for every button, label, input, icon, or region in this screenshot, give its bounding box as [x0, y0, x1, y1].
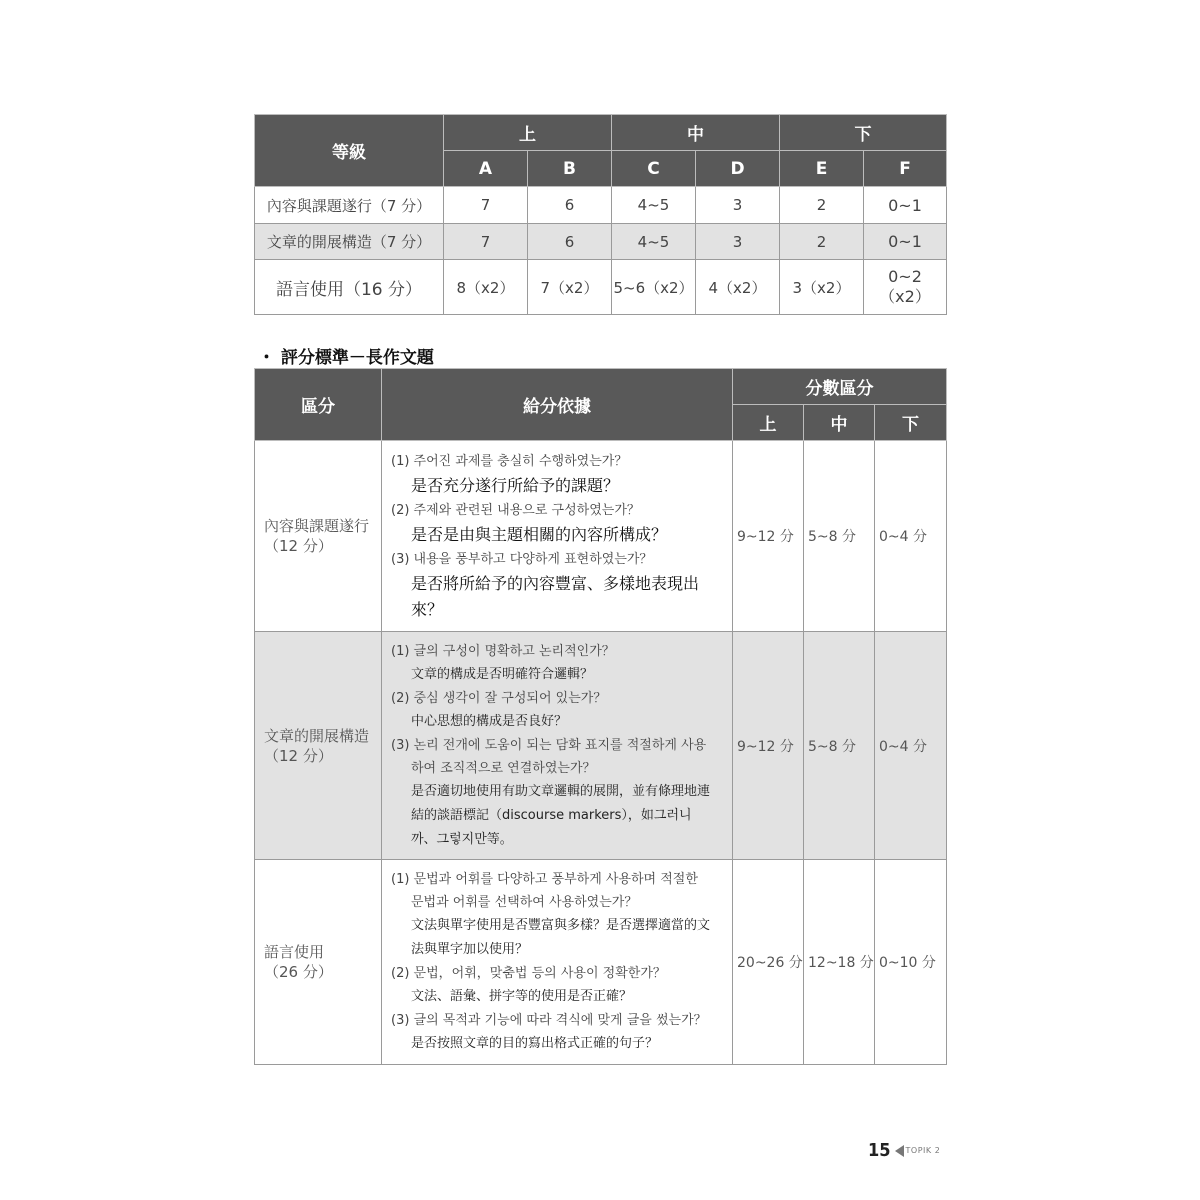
grade-group-high: 上: [444, 115, 612, 151]
criterion-zh: 是否是由與主題相關的內容所構成？: [411, 524, 668, 544]
cell: 0~1: [864, 224, 947, 260]
grade-b: B: [528, 151, 612, 187]
score-low: 0~4 分: [875, 441, 947, 632]
rubric-header-low: 下: [875, 405, 947, 441]
cell: 6: [528, 224, 612, 260]
score-mid: 5~8 分: [804, 632, 875, 860]
grade-row-structure: [255, 224, 947, 260]
rubric-basis: [382, 860, 733, 1065]
page-number: 15: [868, 1140, 891, 1161]
criterion-zh: 是否按照文章的目的寫出格式正確的句子？: [411, 1036, 659, 1051]
rubric-basis: [382, 441, 733, 632]
rubric-header-mid: 中: [804, 405, 875, 441]
criterion-zh: 是否適切地使用有助文章邏輯的展開，並有條理地連結的談語標記（discourse markers），如그러니까、그렇지만等。: [411, 783, 711, 847]
grade-e: E: [780, 151, 864, 187]
cell: 2: [780, 187, 864, 224]
grade-header-label: 等級: [255, 115, 444, 187]
footer-brand: TOPIK 2: [905, 1146, 941, 1155]
cell: 4~5: [612, 224, 696, 260]
rubric-category-label: 語言使用（26 分）: [264, 943, 333, 981]
rubric-category: [255, 632, 382, 860]
criterion-kr: (3) 글의 목적과 기능에 따라 격식에 맞게 글을 썼는가？: [391, 1013, 707, 1028]
rubric-header-high: 上: [733, 405, 804, 441]
criterion-zh: 文章的構成是否明確符合邏輯？: [411, 666, 594, 682]
cell: 7: [444, 224, 528, 260]
criterion-kr: (1) 문법과 어휘를 다양하고 풍부하게 사용하며 적절한: [391, 872, 698, 887]
criterion-kr-continued: 문법과 어휘를 선택하여 사용하였는가？: [411, 895, 638, 910]
score-mid: 5~8 分: [804, 441, 875, 632]
cell: 5~6（x2）: [612, 260, 696, 315]
criterion-kr: (2) 중심 생각이 잘 구성되어 있는가？: [391, 690, 607, 706]
criterion-zh: 是否將所給予的內容豐富、多樣地表現出來？: [411, 573, 700, 619]
grade-c: C: [612, 151, 696, 187]
score-high: 20~26 分: [733, 860, 804, 1065]
cell: 2: [780, 224, 864, 260]
rubric-row-language: [255, 860, 947, 1065]
rubric-header-basis: 給分依據: [382, 369, 733, 441]
criterion-kr: (3) 내용을 풍부하고 다양하게 표현하였는가？: [391, 551, 653, 567]
criterion-zh: 文法、語彙、拼字等的使用是否正確？: [411, 989, 633, 1004]
grade-f: F: [864, 151, 947, 187]
cell: 3: [696, 224, 780, 260]
score-low: 0~4 分: [875, 632, 947, 860]
arrow-left-icon: [895, 1145, 904, 1157]
page-footer: [868, 1140, 940, 1161]
section-title: ・ 評分標準－長作文題: [258, 348, 434, 368]
cell: 8（x2）: [444, 260, 528, 315]
cell: 0~1: [864, 187, 947, 224]
grade-row-language: [255, 260, 947, 315]
rubric-category: [255, 441, 382, 632]
criterion-kr: (2) 문법，어휘，맞춤법 등의 사용이 정확한가？: [391, 966, 666, 981]
criterion-zh: 中心思想的構成是否良好？: [411, 713, 568, 729]
grade-d: D: [696, 151, 780, 187]
score-high: 9~12 分: [733, 632, 804, 860]
rubric-header-score-range: 分數區分: [733, 369, 947, 405]
criterion-kr: (1) 글의 구성이 명확하고 논리적인가？: [391, 643, 615, 659]
cell: 7: [444, 187, 528, 224]
rubric-category-label: 文章的開展構造（12 分）: [264, 726, 370, 765]
cell: 3（x2）: [780, 260, 864, 315]
score-mid: 12~18 分: [804, 860, 875, 1065]
criterion-kr: (2) 주제와 관련된 내용으로 구성하였는가？: [391, 502, 640, 518]
grade-row-content: [255, 187, 947, 224]
rubric-table: [254, 368, 947, 1065]
criterion-zh: 是否充分遂行所給予的課題？: [411, 475, 620, 495]
criterion-zh: 文法與單字使用是否豐富與多樣？是否選擇適當的文法與單字加以使用？: [411, 918, 711, 957]
criterion-kr: (3) 논리 전개에 도움이 되는 담화 표지를 적절하게 사용: [391, 737, 707, 753]
grade-table: [254, 114, 947, 315]
grade-group-low: 下: [780, 115, 947, 151]
rubric-row-content: [255, 441, 947, 632]
rubric-header-category: 區分: [255, 369, 382, 441]
rubric-category-label: 內容與課題遂行（12 分）: [264, 517, 370, 555]
rubric-basis: [382, 632, 733, 860]
cell: 3: [696, 187, 780, 224]
cell: 4~5: [612, 187, 696, 224]
criterion-kr-continued: 하여 조직적으로 연결하였는가？: [411, 760, 596, 776]
grade-group-mid: 中: [612, 115, 780, 151]
rubric-row-structure: [255, 632, 947, 860]
rubric-category: [255, 860, 382, 1065]
cell: 0~2（x2）: [864, 260, 947, 315]
score-high: 9~12 分: [733, 441, 804, 632]
score-low: 0~10 分: [875, 860, 947, 1065]
row-label: 文章的開展構造（7 分）: [255, 224, 444, 260]
cell: 7（x2）: [528, 260, 612, 315]
cell: 4（x2）: [696, 260, 780, 315]
cell: 6: [528, 187, 612, 224]
criterion-kr: (1) 주어진 과제를 충실히 수행하였는가？: [391, 453, 628, 469]
row-label: 語言使用（16 分）: [255, 260, 444, 315]
row-label: 內容與課題遂行（7 分）: [255, 187, 444, 224]
grade-a: A: [444, 151, 528, 187]
